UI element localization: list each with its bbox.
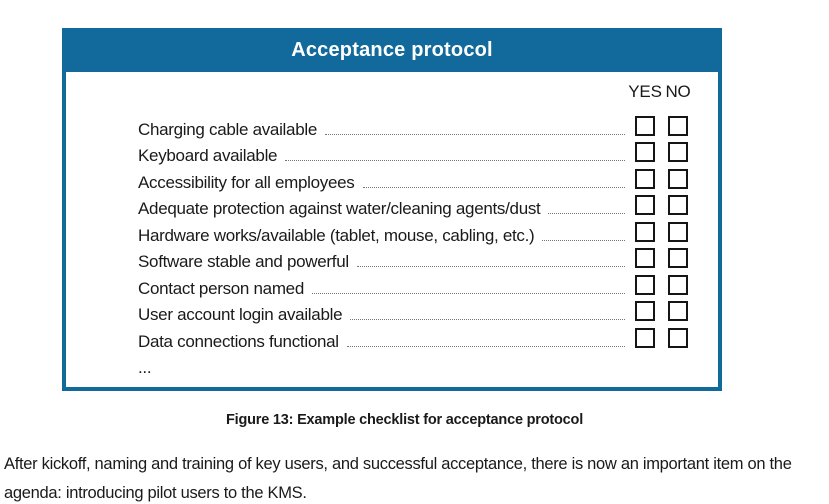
yes-checkbox[interactable] — [635, 222, 655, 242]
checklist-rows — [138, 114, 688, 353]
checklist-item-label: User account login available — [138, 305, 343, 324]
checklist-item-label: Data connections functional — [138, 331, 339, 351]
dotted-leader — [347, 346, 625, 347]
checklist-item-label: Adequate protection against water/cleaning agents/dust — [138, 199, 541, 218]
no-checkbox[interactable] — [668, 248, 688, 268]
checklist-item-label: Accessibility for all employees — [138, 172, 355, 192]
no-checkbox[interactable] — [668, 328, 688, 348]
dotted-leader — [542, 240, 625, 241]
column-headers — [138, 82, 691, 102]
checklist-row — [138, 247, 688, 274]
checklist-row — [138, 273, 688, 300]
panel-body — [62, 72, 722, 391]
yes-checkbox[interactable] — [635, 328, 655, 348]
yes-checkbox[interactable] — [635, 248, 655, 268]
checkbox-pair — [635, 116, 688, 136]
no-checkbox[interactable] — [668, 301, 688, 321]
no-column-header: NO — [665, 82, 691, 101]
checklist-item-label: Software stable and powerful — [138, 252, 349, 271]
dotted-leader — [325, 134, 625, 135]
checklist-item-label: Hardware works/available (tablet, mouse, cabling, etc.) — [138, 225, 535, 245]
yes-column-header: YES — [628, 82, 662, 101]
yes-checkbox[interactable] — [635, 142, 655, 162]
dotted-leader — [357, 266, 625, 267]
checklist-row — [138, 194, 688, 221]
yes-checkbox[interactable] — [635, 301, 655, 321]
checklist-row — [138, 300, 688, 327]
checklist-row — [138, 326, 688, 353]
acceptance-protocol-panel — [62, 28, 722, 391]
checklist-row — [138, 220, 688, 247]
checklist-row-ellipsis — [138, 353, 688, 379]
dotted-leader — [350, 319, 625, 320]
no-checkbox[interactable] — [668, 195, 688, 215]
yes-checkbox[interactable] — [635, 275, 655, 295]
checklist-item-label: Charging cable available — [138, 119, 317, 139]
checkbox-pair — [635, 142, 688, 162]
no-checkbox[interactable] — [668, 142, 688, 162]
checklist-row — [138, 141, 688, 168]
checkbox-pair — [635, 222, 688, 242]
yes-checkbox[interactable] — [635, 169, 655, 189]
checkbox-pair — [635, 248, 688, 268]
no-checkbox[interactable] — [668, 222, 688, 242]
no-checkbox[interactable] — [668, 169, 688, 189]
no-checkbox[interactable] — [668, 116, 688, 136]
checklist-row — [138, 167, 688, 194]
dotted-leader — [363, 187, 625, 188]
checklist-row — [138, 114, 688, 141]
dotted-leader — [285, 160, 625, 161]
checkbox-pair — [635, 195, 688, 215]
dotted-leader — [312, 293, 625, 294]
checkbox-pair — [635, 169, 688, 189]
checklist-ellipsis: ... — [138, 357, 152, 377]
body-paragraph: After kickoff, naming and training of key users, and successful acceptance, there is now an important item on the agenda: introducing pilot users to the KMS. — [4, 455, 792, 502]
checklist-item-label: Keyboard available — [138, 146, 278, 165]
yes-checkbox[interactable] — [635, 116, 655, 136]
yes-checkbox[interactable] — [635, 195, 655, 215]
panel-title: Acceptance protocol — [62, 28, 722, 72]
checklist-item-label: Contact person named — [138, 278, 304, 298]
checkbox-pair — [635, 328, 688, 348]
no-checkbox[interactable] — [668, 275, 688, 295]
dotted-leader — [548, 213, 625, 214]
checkbox-pair — [635, 275, 688, 295]
checkbox-pair — [635, 301, 688, 321]
figure-caption: Figure 13: Example checklist for acceptance protocol — [225, 412, 584, 428]
